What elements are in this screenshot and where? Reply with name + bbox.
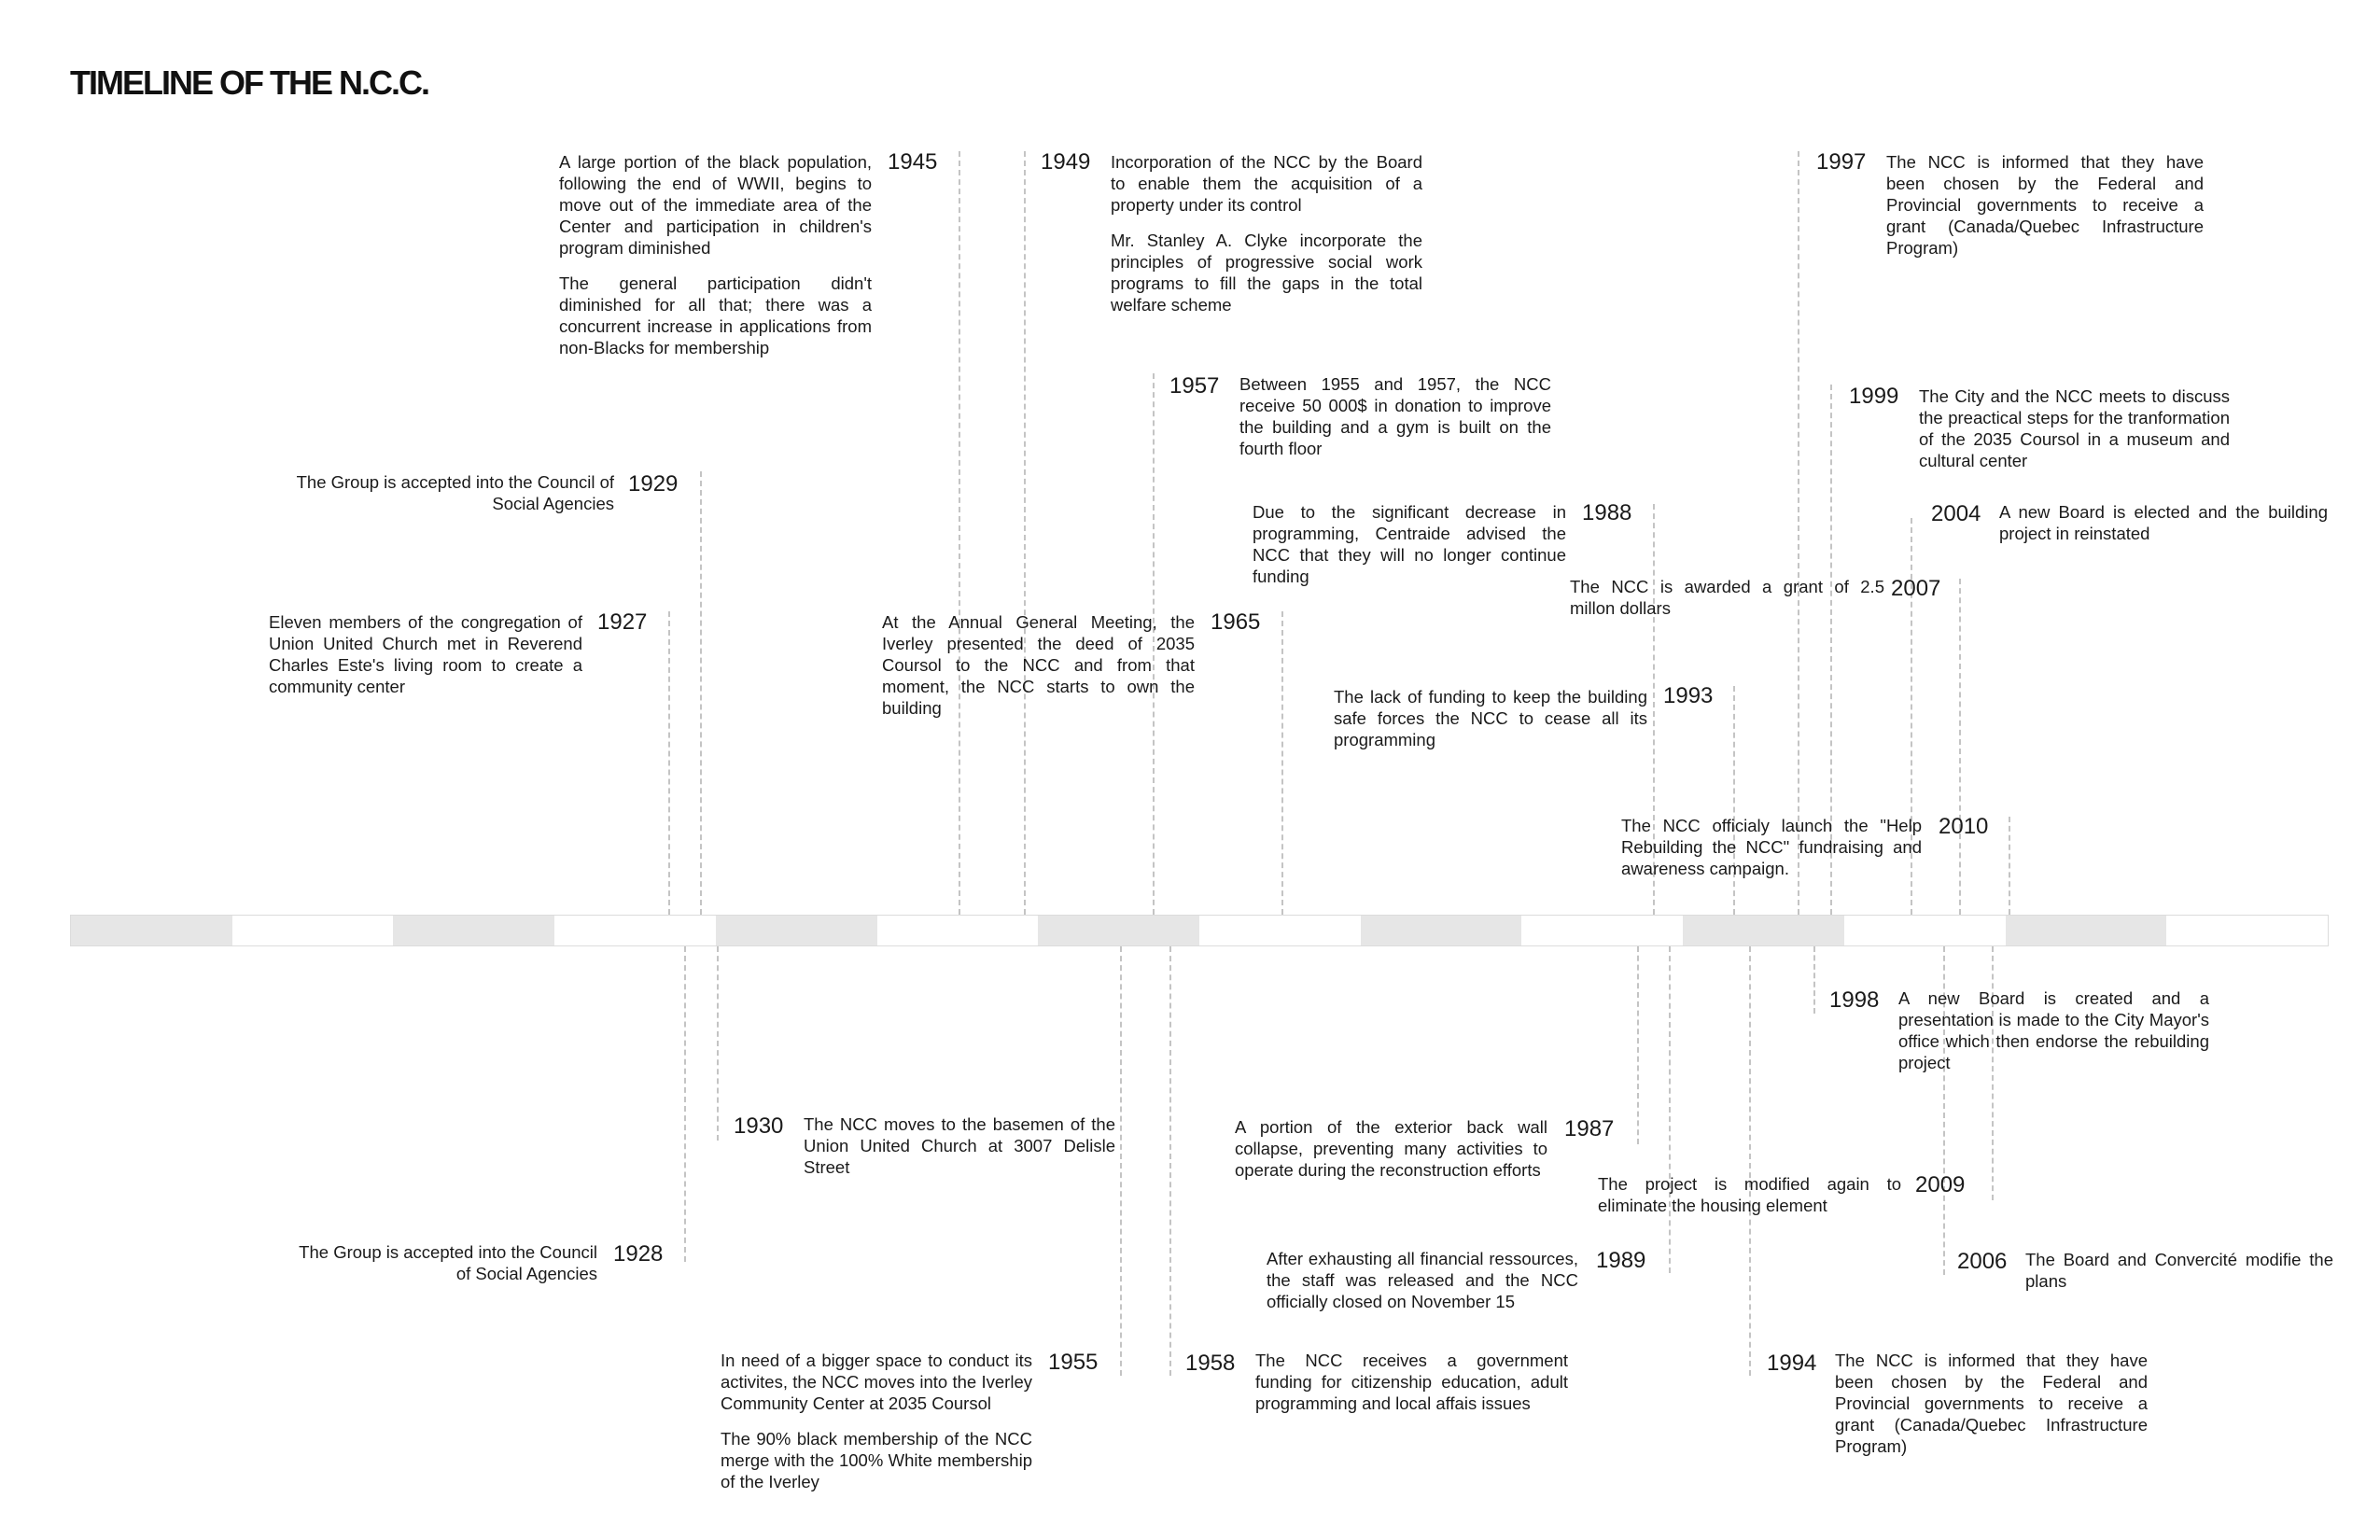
event-1945-description-2: The general participation didn't diminished for all that; there was a concurrent increase in applications from non-Blacks for membership [559, 273, 872, 357]
connector-line-2007 [1959, 579, 1961, 915]
axis-segment [1683, 916, 1844, 945]
event-1988-description: Due to the significant decrease in programming, Centraide advised the NCC that they will no longer continue funding [1253, 502, 1566, 586]
event-1965-description: At the Annual General Meeting, the Iverley presented the deed of 2035 Coursol to the NCC and from that moment, the NCC starts to own the building [882, 612, 1195, 718]
event-1927-year: 1927 [597, 609, 648, 635]
event-2004-description: A new Board is elected and the building project in reinstated [1999, 502, 2328, 543]
event-1997-description: The NCC is informed that they have been chosen by the Federal and Provincial governments to receive a grant (Canada/Quebec Infrastructure Program) [1886, 152, 2204, 258]
event-1927-text [269, 611, 582, 697]
event-1955-description-2: The 90% black membership of the NCC merge with the 100% White membership of the Iverley [721, 1429, 1032, 1491]
connector-line-1997 [1798, 151, 1799, 915]
event-1965-text [882, 611, 1195, 719]
event-1993-text [1334, 686, 1647, 750]
event-1957-text [1239, 373, 1551, 459]
event-1997-year: 1997 [1816, 149, 1867, 175]
event-1930-year: 1930 [734, 1113, 784, 1139]
event-2010-year: 2010 [1939, 814, 1989, 839]
event-1989-year: 1989 [1596, 1248, 1646, 1273]
connector-line-1955 [1120, 946, 1122, 1376]
axis-segment [1844, 916, 2006, 945]
event-1928-text [285, 1241, 597, 1284]
event-1945-year: 1945 [888, 149, 938, 175]
connector-line-1987 [1637, 946, 1639, 1144]
axis-segment [877, 916, 1039, 945]
event-1929-description: The Group is accepted into the Council of Social Agencies [296, 472, 614, 513]
axis-segment [1199, 916, 1361, 945]
connector-line-1998 [1813, 946, 1815, 1014]
event-1999-text [1919, 385, 2230, 471]
event-1958-text [1255, 1350, 1568, 1414]
connector-line-1927 [668, 611, 670, 915]
connector-line-1930 [717, 946, 719, 1141]
event-2004-year: 2004 [1931, 501, 1981, 526]
connector-line-1929 [700, 471, 702, 915]
event-1987-description: A portion of the exterior back wall collapse, preventing many activities to operate during the reconstruction efforts [1235, 1117, 1547, 1180]
axis-segment [2006, 916, 2167, 945]
event-1999-description: The City and the NCC meets to discuss the preactical steps for the tranformation of the 2035 Coursol in a museum and cultural center [1919, 386, 2230, 470]
event-2009-description: The project is modified again to eliminate the housing element [1598, 1174, 1901, 1215]
event-1955-text [721, 1350, 1032, 1492]
event-2007-description: The NCC is awarded a grant of 2.5 millon dollars [1570, 577, 1884, 618]
event-1945-description: A large portion of the black population, following the end of WWII, begins to move out of the immediate area of the Center and participation in children's program diminished [559, 152, 872, 258]
connector-line-1965 [1281, 611, 1283, 915]
event-1993-year: 1993 [1663, 683, 1714, 708]
axis-segment [393, 916, 554, 945]
event-2007-text [1570, 576, 1884, 619]
axis-segment [71, 916, 232, 945]
connector-line-1928 [684, 946, 686, 1262]
event-1958-year: 1958 [1185, 1351, 1236, 1376]
event-1989-description: After exhausting all financial ressources, the staff was released and the NCC officially closed on November 15 [1267, 1249, 1578, 1311]
event-1998-text [1898, 987, 2209, 1073]
connector-line-1949 [1024, 151, 1026, 915]
event-1987-year: 1987 [1564, 1116, 1615, 1141]
event-1957-year: 1957 [1169, 373, 1220, 399]
connector-line-1958 [1169, 946, 1171, 1376]
connector-line-2010 [2009, 817, 2010, 915]
event-1929-year: 1929 [628, 471, 679, 497]
event-1929-text [280, 471, 614, 514]
event-1949-text [1111, 151, 1422, 315]
event-1930-description: The NCC moves to the basemen of the Union United Church at 3007 Delisle Street [804, 1114, 1115, 1177]
axis-segment [554, 916, 716, 945]
connector-line-1993 [1733, 686, 1735, 915]
event-2006-text [2025, 1249, 2333, 1292]
event-1999-year: 1999 [1849, 384, 1899, 409]
event-2004-text [1999, 501, 2328, 544]
event-1988-year: 1988 [1582, 500, 1632, 525]
event-1965-year: 1965 [1211, 609, 1261, 635]
connector-line-1945 [959, 151, 960, 915]
event-1928-year: 1928 [613, 1241, 664, 1267]
event-2010-description: The NCC officialy launch the "Help Rebuilding the NCC" fundraising and awareness campaign. [1621, 816, 1922, 878]
event-2009-text [1598, 1173, 1901, 1216]
page-title: TIMELINE OF THE N.C.C. [70, 63, 428, 102]
event-1988-text [1253, 501, 1566, 587]
event-1949-year: 1949 [1041, 149, 1091, 175]
axis-segment [1521, 916, 1683, 945]
event-2006-description: The Board and Convercité modifie the plans [2025, 1250, 2333, 1291]
event-1989-text [1267, 1248, 1578, 1312]
event-1997-text [1886, 151, 2204, 259]
event-2010-text [1621, 815, 1922, 879]
connector-line-1989 [1669, 946, 1671, 1273]
event-1957-description: Between 1955 and 1957, the NCC receive 50 000$ in donation to improve the building and a gym is built on the fourth floor [1239, 374, 1551, 458]
connector-line-2009 [1992, 946, 1994, 1200]
event-1949-description: Incorporation of the NCC by the Board to enable them the acquisition of a property under its control [1111, 152, 1422, 215]
event-1994-year: 1994 [1767, 1351, 1817, 1376]
event-1927-description: Eleven members of the congregation of Union United Church met in Reverend Charles Este's living room to create a community center [269, 612, 582, 696]
event-2007-year: 2007 [1891, 576, 1941, 601]
axis-segment [1038, 916, 1199, 945]
timeline-axis [70, 915, 2329, 946]
event-1994-description: The NCC is informed that they have been chosen by the Federal and Provincial governments to receive a grant (Canada/Quebec Infrastructure Program) [1835, 1351, 2148, 1456]
event-1994-text [1835, 1350, 2148, 1457]
axis-segment [1361, 916, 1522, 945]
event-2009-year: 2009 [1915, 1172, 1966, 1197]
event-1930-text [804, 1113, 1115, 1178]
event-1949-description-2: Mr. Stanley A. Clyke incorporate the principles of progressive social work programs to fill the gaps in the total welfare scheme [1111, 231, 1422, 315]
axis-segment [2166, 916, 2328, 945]
axis-segment [232, 916, 394, 945]
event-1958-description: The NCC receives a government funding for citizenship education, adult programming and local affais issues [1255, 1351, 1568, 1413]
event-1955-year: 1955 [1048, 1350, 1099, 1375]
axis-segment [716, 916, 877, 945]
event-1993-description: The lack of funding to keep the building safe forces the NCC to cease all its programming [1334, 687, 1647, 749]
event-1998-year: 1998 [1829, 987, 1880, 1013]
event-2006-year: 2006 [1957, 1249, 2008, 1274]
event-1955-description: In need of a bigger space to conduct its activites, the NCC moves into the Iverley Community Center at 2035 Coursol [721, 1351, 1032, 1413]
event-1998-description: A new Board is created and a presentation is made to the City Mayor's office which then endorse the rebuilding project [1898, 988, 2209, 1072]
event-1945-text [559, 151, 872, 358]
connector-line-1994 [1749, 946, 1751, 1376]
event-1928-description: The Group is accepted into the Council of Social Agencies [299, 1242, 597, 1283]
event-1987-text [1235, 1116, 1547, 1181]
